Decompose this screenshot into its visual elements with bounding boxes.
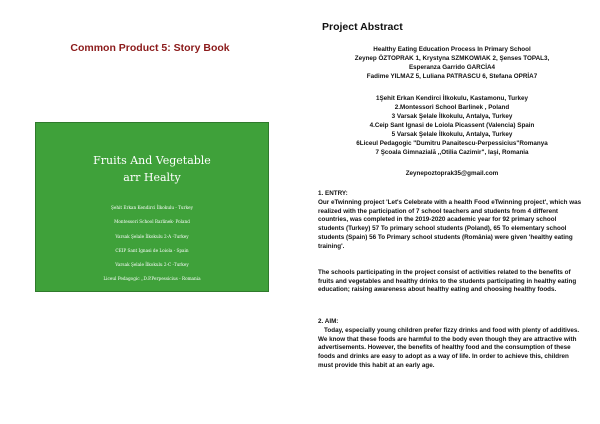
story-book-cover (35, 122, 269, 292)
affiliation-4: 4.Ceip Sant Ignasi de Loiola Picassent (Valencia) Spain (369, 122, 535, 129)
affiliation-1: 1Şehit Erkan Kendirci İlkokulu, Kastamonu, Turkey (375, 95, 529, 102)
entry-heading: 1. ENTRY: (318, 190, 348, 197)
entry-paragraph-2: The schools participating in the project consist of activities related to the benefits of fruits and vegetables and healthy drinks to the students participating in healthy eating education; raising awareness about healthy eating and choosing healthy foods. (318, 269, 577, 294)
author-line-2: Esperanza Garrido GARCİA4 (408, 64, 496, 71)
cover-title (36, 152, 268, 186)
contact-email: Zeynepoztoprak35@gmail.com (405, 170, 499, 177)
author-line-3: Fadime YILMAZ 5, Luliana PATRASCU 6, Stefana OPRİA7 (366, 73, 538, 80)
cover-school-4: CEIP Sant Ignasi de Loiola - Spain (115, 248, 189, 253)
cover-school-5: Varsak Şelale İlkokulu 2-C -Turkey (115, 262, 189, 267)
aim-paragraph: Today, especially young children prefer fizzy drinks and food with plenty of additives. We know that these foods are harmful to the body even though they are attractive with advertisements. However, the benefits of healthy food and the consumption of these foods and drinks are easy to adopt as a way of life. In order to achieve this, children must provide this habit at an early age. (318, 327, 580, 369)
cover-title-line-2: arr Healty (123, 171, 181, 184)
author-line-1: Zeynep ÖZTOPRAK 1, Krystyna SZMKOWIAK 2, Şenses TOPAL3, (354, 55, 550, 62)
cover-school-2: Montessori School Barlinek- Poland (114, 219, 190, 224)
abstract-subtitle: Healthy Eating Education Process In Primary School (373, 46, 531, 53)
cover-school-3: Varsak Şelale İlkokulu 2-A -Turkey (115, 234, 189, 239)
entry-paragraph-1: Our eTwinning project 'Let's Celebrate with a health Food eTwinning project', which was realized with the participation of 7 school teachers and students from 4 different countries, was completed in the 2019-2020 academic year for 92 primary school students (Turkey) 57 To primary school students (Poland), 65 To elementary school students (Spain) 56 To Primary school students (România) were given 'healthy eating training'. (318, 199, 582, 250)
cover-school-6: Liceul Pedagogic ,,D.P.Perpessicius - Romania (103, 276, 201, 281)
affiliation-7: 7 Şcoala Gimnazială ,,Otilia Cazimir", Iaşi, Romania (375, 149, 529, 156)
affiliation-6: 6Liceul Pedagogic "Dumitru Panaitescu-Perpessicius"Romanya (356, 140, 548, 147)
aim-heading: 2. AIM: (318, 318, 339, 325)
cover-title-line-1: Fruits And Vegetable (93, 154, 211, 167)
affiliation-3: 3 Varsak Şelale İlkokulu, Antalya, Turkey (391, 113, 513, 120)
abstract-title: Project Abstract (322, 21, 403, 33)
story-book-heading: Common Product 5: Story Book (70, 42, 230, 54)
cover-school-1: Şehit Erkan Kendirci İlkokulu - Turkey (110, 205, 194, 210)
affiliation-5: 5 Varsak Şelale İlkokulu, Antalya, Turkey (391, 131, 513, 138)
affiliation-2: 2.Montessori School Barlinek , Poland (394, 104, 510, 111)
